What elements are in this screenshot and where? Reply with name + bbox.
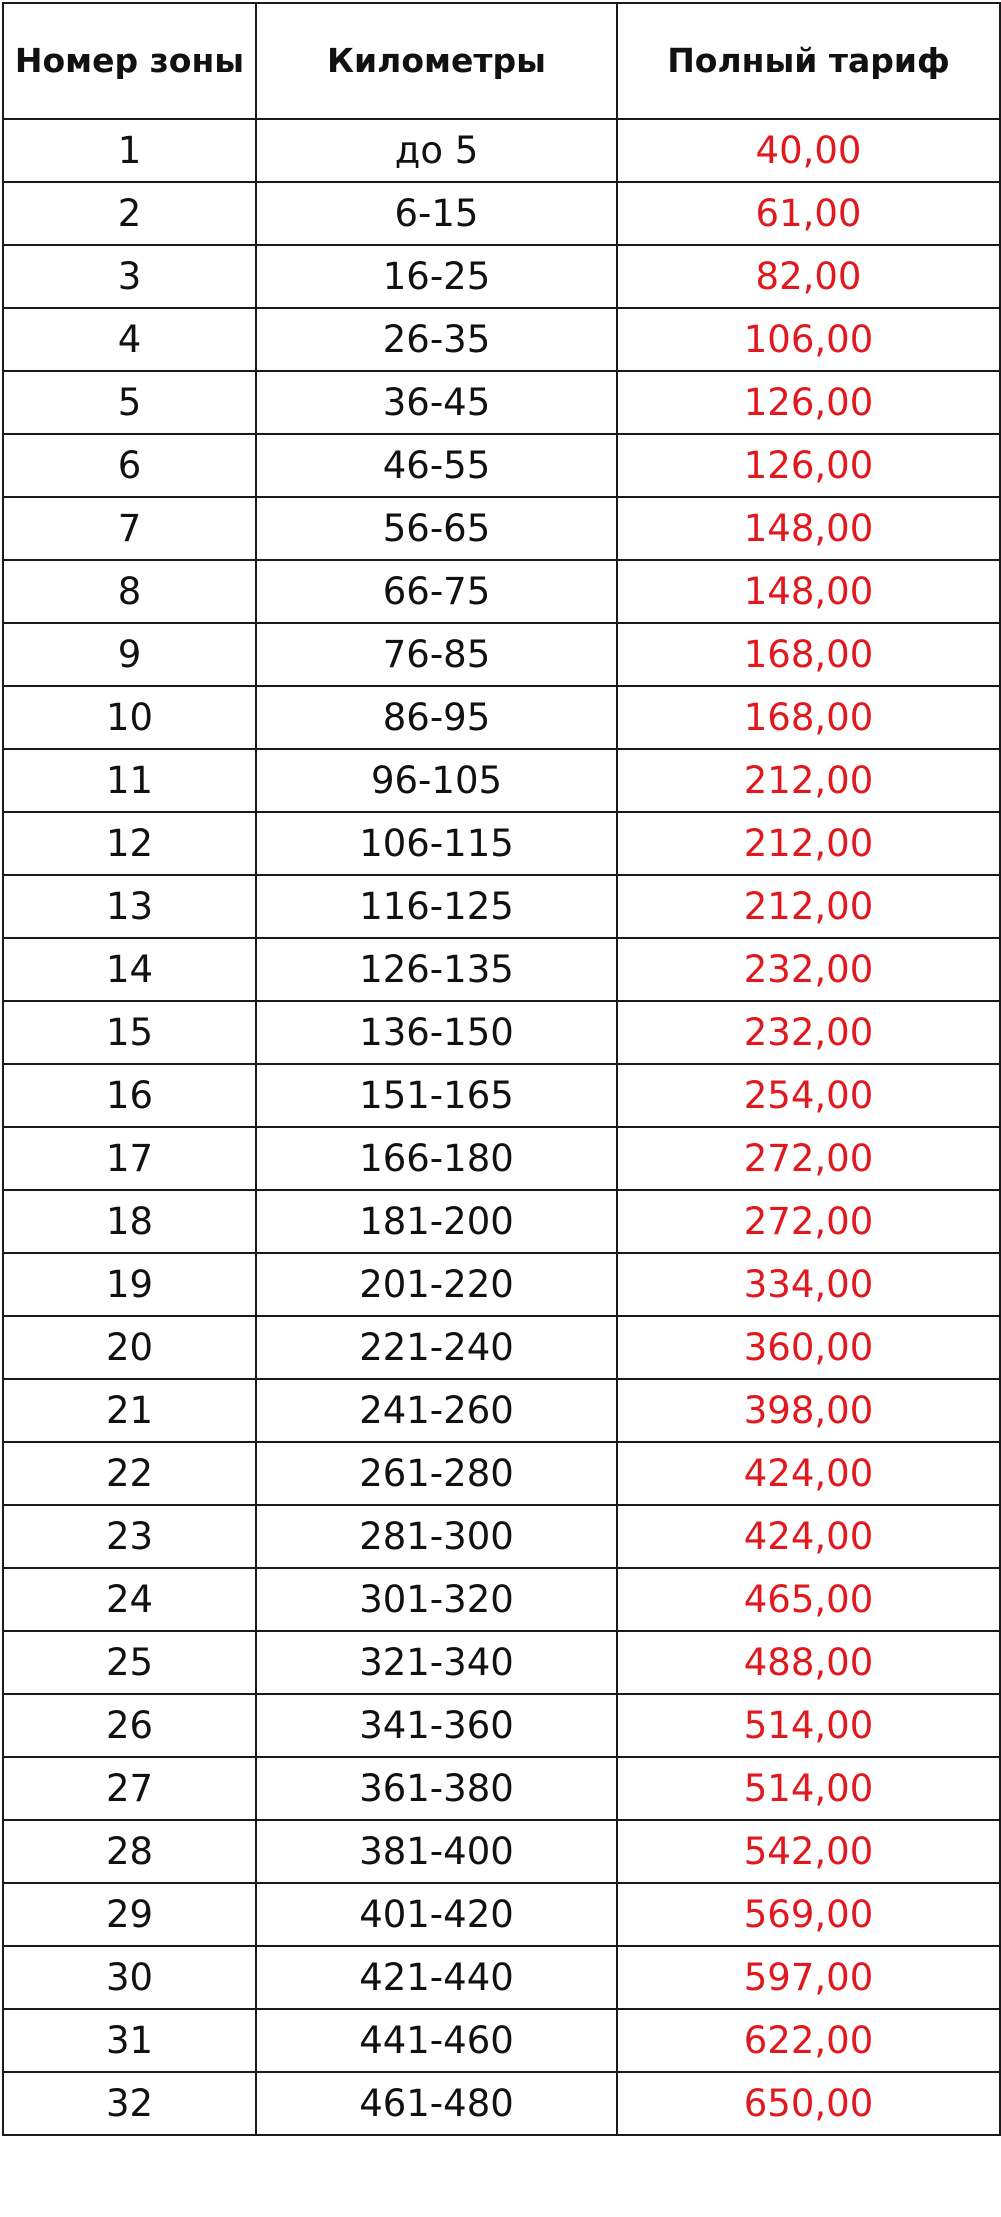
tariff-cell: 126,00 — [617, 371, 1000, 434]
table-row — [3, 1316, 1000, 1379]
tariff-cell: 106,00 — [617, 308, 1000, 371]
zone-number-cell: 5 — [3, 371, 256, 434]
kilometers-cell: 181-200 — [256, 1190, 617, 1253]
zone-number-cell: 6 — [3, 434, 256, 497]
table-row — [3, 1442, 1000, 1505]
zone-number-cell: 13 — [3, 875, 256, 938]
kilometers-cell: 441-460 — [256, 2009, 617, 2072]
table-row — [3, 812, 1000, 875]
table-row — [3, 1820, 1000, 1883]
zone-number-cell: 22 — [3, 1442, 256, 1505]
tariff-cell: 232,00 — [617, 1001, 1000, 1064]
tariff-cell: 424,00 — [617, 1505, 1000, 1568]
kilometers-cell: 86-95 — [256, 686, 617, 749]
tariff-cell: 272,00 — [617, 1190, 1000, 1253]
zone-number-cell: 1 — [3, 119, 256, 182]
zone-number-cell: 32 — [3, 2072, 256, 2135]
kilometers-cell: 6-15 — [256, 182, 617, 245]
table-row — [3, 749, 1000, 812]
tariff-cell: 424,00 — [617, 1442, 1000, 1505]
tariff-cell: 465,00 — [617, 1568, 1000, 1631]
zone-number-cell: 29 — [3, 1883, 256, 1946]
kilometers-cell: 66-75 — [256, 560, 617, 623]
zone-number-cell: 2 — [3, 182, 256, 245]
table-row — [3, 938, 1000, 1001]
table-row — [3, 1946, 1000, 2009]
zone-number-cell: 20 — [3, 1316, 256, 1379]
zone-number-cell: 27 — [3, 1757, 256, 1820]
kilometers-cell: 36-45 — [256, 371, 617, 434]
zone-number-cell: 11 — [3, 749, 256, 812]
zone-number-cell: 16 — [3, 1064, 256, 1127]
table-row — [3, 434, 1000, 497]
zone-number-cell: 19 — [3, 1253, 256, 1316]
table-row — [3, 1001, 1000, 1064]
kilometers-cell: 56-65 — [256, 497, 617, 560]
zone-number-cell: 3 — [3, 245, 256, 308]
table-row — [3, 1253, 1000, 1316]
kilometers-cell: до 5 — [256, 119, 617, 182]
table-row — [3, 1379, 1000, 1442]
zone-number-cell: 31 — [3, 2009, 256, 2072]
table-row — [3, 623, 1000, 686]
zone-number-cell: 30 — [3, 1946, 256, 2009]
table-row — [3, 371, 1000, 434]
zone-number-cell: 26 — [3, 1694, 256, 1757]
zone-number-cell: 12 — [3, 812, 256, 875]
tariff-cell: 514,00 — [617, 1694, 1000, 1757]
kilometers-cell: 301-320 — [256, 1568, 617, 1631]
kilometers-cell: 76-85 — [256, 623, 617, 686]
table-row — [3, 1694, 1000, 1757]
header-zone-number: Номер зоны — [3, 3, 256, 119]
zone-number-cell: 17 — [3, 1127, 256, 1190]
kilometers-cell: 106-115 — [256, 812, 617, 875]
kilometers-cell: 136-150 — [256, 1001, 617, 1064]
table-row — [3, 1190, 1000, 1253]
zone-number-cell: 24 — [3, 1568, 256, 1631]
table-body — [3, 119, 1000, 2135]
tariff-cell: 61,00 — [617, 182, 1000, 245]
tariff-cell: 212,00 — [617, 749, 1000, 812]
table-row — [3, 497, 1000, 560]
kilometers-cell: 401-420 — [256, 1883, 617, 1946]
header-kilometers: Километры — [256, 3, 617, 119]
kilometers-cell: 96-105 — [256, 749, 617, 812]
kilometers-cell: 321-340 — [256, 1631, 617, 1694]
table-row — [3, 1757, 1000, 1820]
tariff-cell: 569,00 — [617, 1883, 1000, 1946]
tariff-cell: 650,00 — [617, 2072, 1000, 2135]
tariff-cell: 168,00 — [617, 623, 1000, 686]
kilometers-cell: 151-165 — [256, 1064, 617, 1127]
kilometers-cell: 126-135 — [256, 938, 617, 1001]
tariff-table — [2, 2, 1001, 2136]
tariff-cell: 232,00 — [617, 938, 1000, 1001]
kilometers-cell: 116-125 — [256, 875, 617, 938]
tariff-cell: 212,00 — [617, 875, 1000, 938]
kilometers-cell: 261-280 — [256, 1442, 617, 1505]
table-row — [3, 1127, 1000, 1190]
table-row — [3, 686, 1000, 749]
zone-number-cell: 15 — [3, 1001, 256, 1064]
header-full-tariff: Полный тариф — [617, 3, 1000, 119]
kilometers-cell: 461-480 — [256, 2072, 617, 2135]
zone-number-cell: 14 — [3, 938, 256, 1001]
table-row — [3, 245, 1000, 308]
tariff-cell: 334,00 — [617, 1253, 1000, 1316]
zone-number-cell: 7 — [3, 497, 256, 560]
table-row — [3, 1883, 1000, 1946]
tariff-cell: 360,00 — [617, 1316, 1000, 1379]
kilometers-cell: 281-300 — [256, 1505, 617, 1568]
table-header — [3, 3, 1000, 119]
table-row — [3, 308, 1000, 371]
tariff-cell: 488,00 — [617, 1631, 1000, 1694]
kilometers-cell: 201-220 — [256, 1253, 617, 1316]
table-row — [3, 2009, 1000, 2072]
tariff-cell: 212,00 — [617, 812, 1000, 875]
table-row — [3, 1064, 1000, 1127]
kilometers-cell: 46-55 — [256, 434, 617, 497]
tariff-cell: 272,00 — [617, 1127, 1000, 1190]
tariff-cell: 168,00 — [617, 686, 1000, 749]
zone-number-cell: 8 — [3, 560, 256, 623]
tariff-cell: 254,00 — [617, 1064, 1000, 1127]
kilometers-cell: 421-440 — [256, 1946, 617, 2009]
kilometers-cell: 361-380 — [256, 1757, 617, 1820]
zone-number-cell: 25 — [3, 1631, 256, 1694]
kilometers-cell: 241-260 — [256, 1379, 617, 1442]
tariff-cell: 398,00 — [617, 1379, 1000, 1442]
zone-number-cell: 10 — [3, 686, 256, 749]
tariff-cell: 148,00 — [617, 560, 1000, 623]
table-row — [3, 875, 1000, 938]
kilometers-cell: 26-35 — [256, 308, 617, 371]
tariff-cell: 148,00 — [617, 497, 1000, 560]
kilometers-cell: 16-25 — [256, 245, 617, 308]
tariff-cell: 40,00 — [617, 119, 1000, 182]
zone-number-cell: 4 — [3, 308, 256, 371]
zone-number-cell: 18 — [3, 1190, 256, 1253]
tariff-cell: 542,00 — [617, 1820, 1000, 1883]
kilometers-cell: 381-400 — [256, 1820, 617, 1883]
kilometers-cell: 341-360 — [256, 1694, 617, 1757]
kilometers-cell: 166-180 — [256, 1127, 617, 1190]
tariff-cell: 126,00 — [617, 434, 1000, 497]
table-row — [3, 119, 1000, 182]
tariff-cell: 597,00 — [617, 1946, 1000, 2009]
table-row — [3, 1505, 1000, 1568]
tariff-cell: 514,00 — [617, 1757, 1000, 1820]
table-row — [3, 2072, 1000, 2135]
zone-number-cell: 9 — [3, 623, 256, 686]
zone-number-cell: 28 — [3, 1820, 256, 1883]
table-row — [3, 560, 1000, 623]
zone-number-cell: 23 — [3, 1505, 256, 1568]
table-row — [3, 1631, 1000, 1694]
tariff-cell: 622,00 — [617, 2009, 1000, 2072]
header-row — [3, 3, 1000, 119]
table-row — [3, 182, 1000, 245]
zone-number-cell: 21 — [3, 1379, 256, 1442]
kilometers-cell: 221-240 — [256, 1316, 617, 1379]
tariff-cell: 82,00 — [617, 245, 1000, 308]
table-row — [3, 1568, 1000, 1631]
